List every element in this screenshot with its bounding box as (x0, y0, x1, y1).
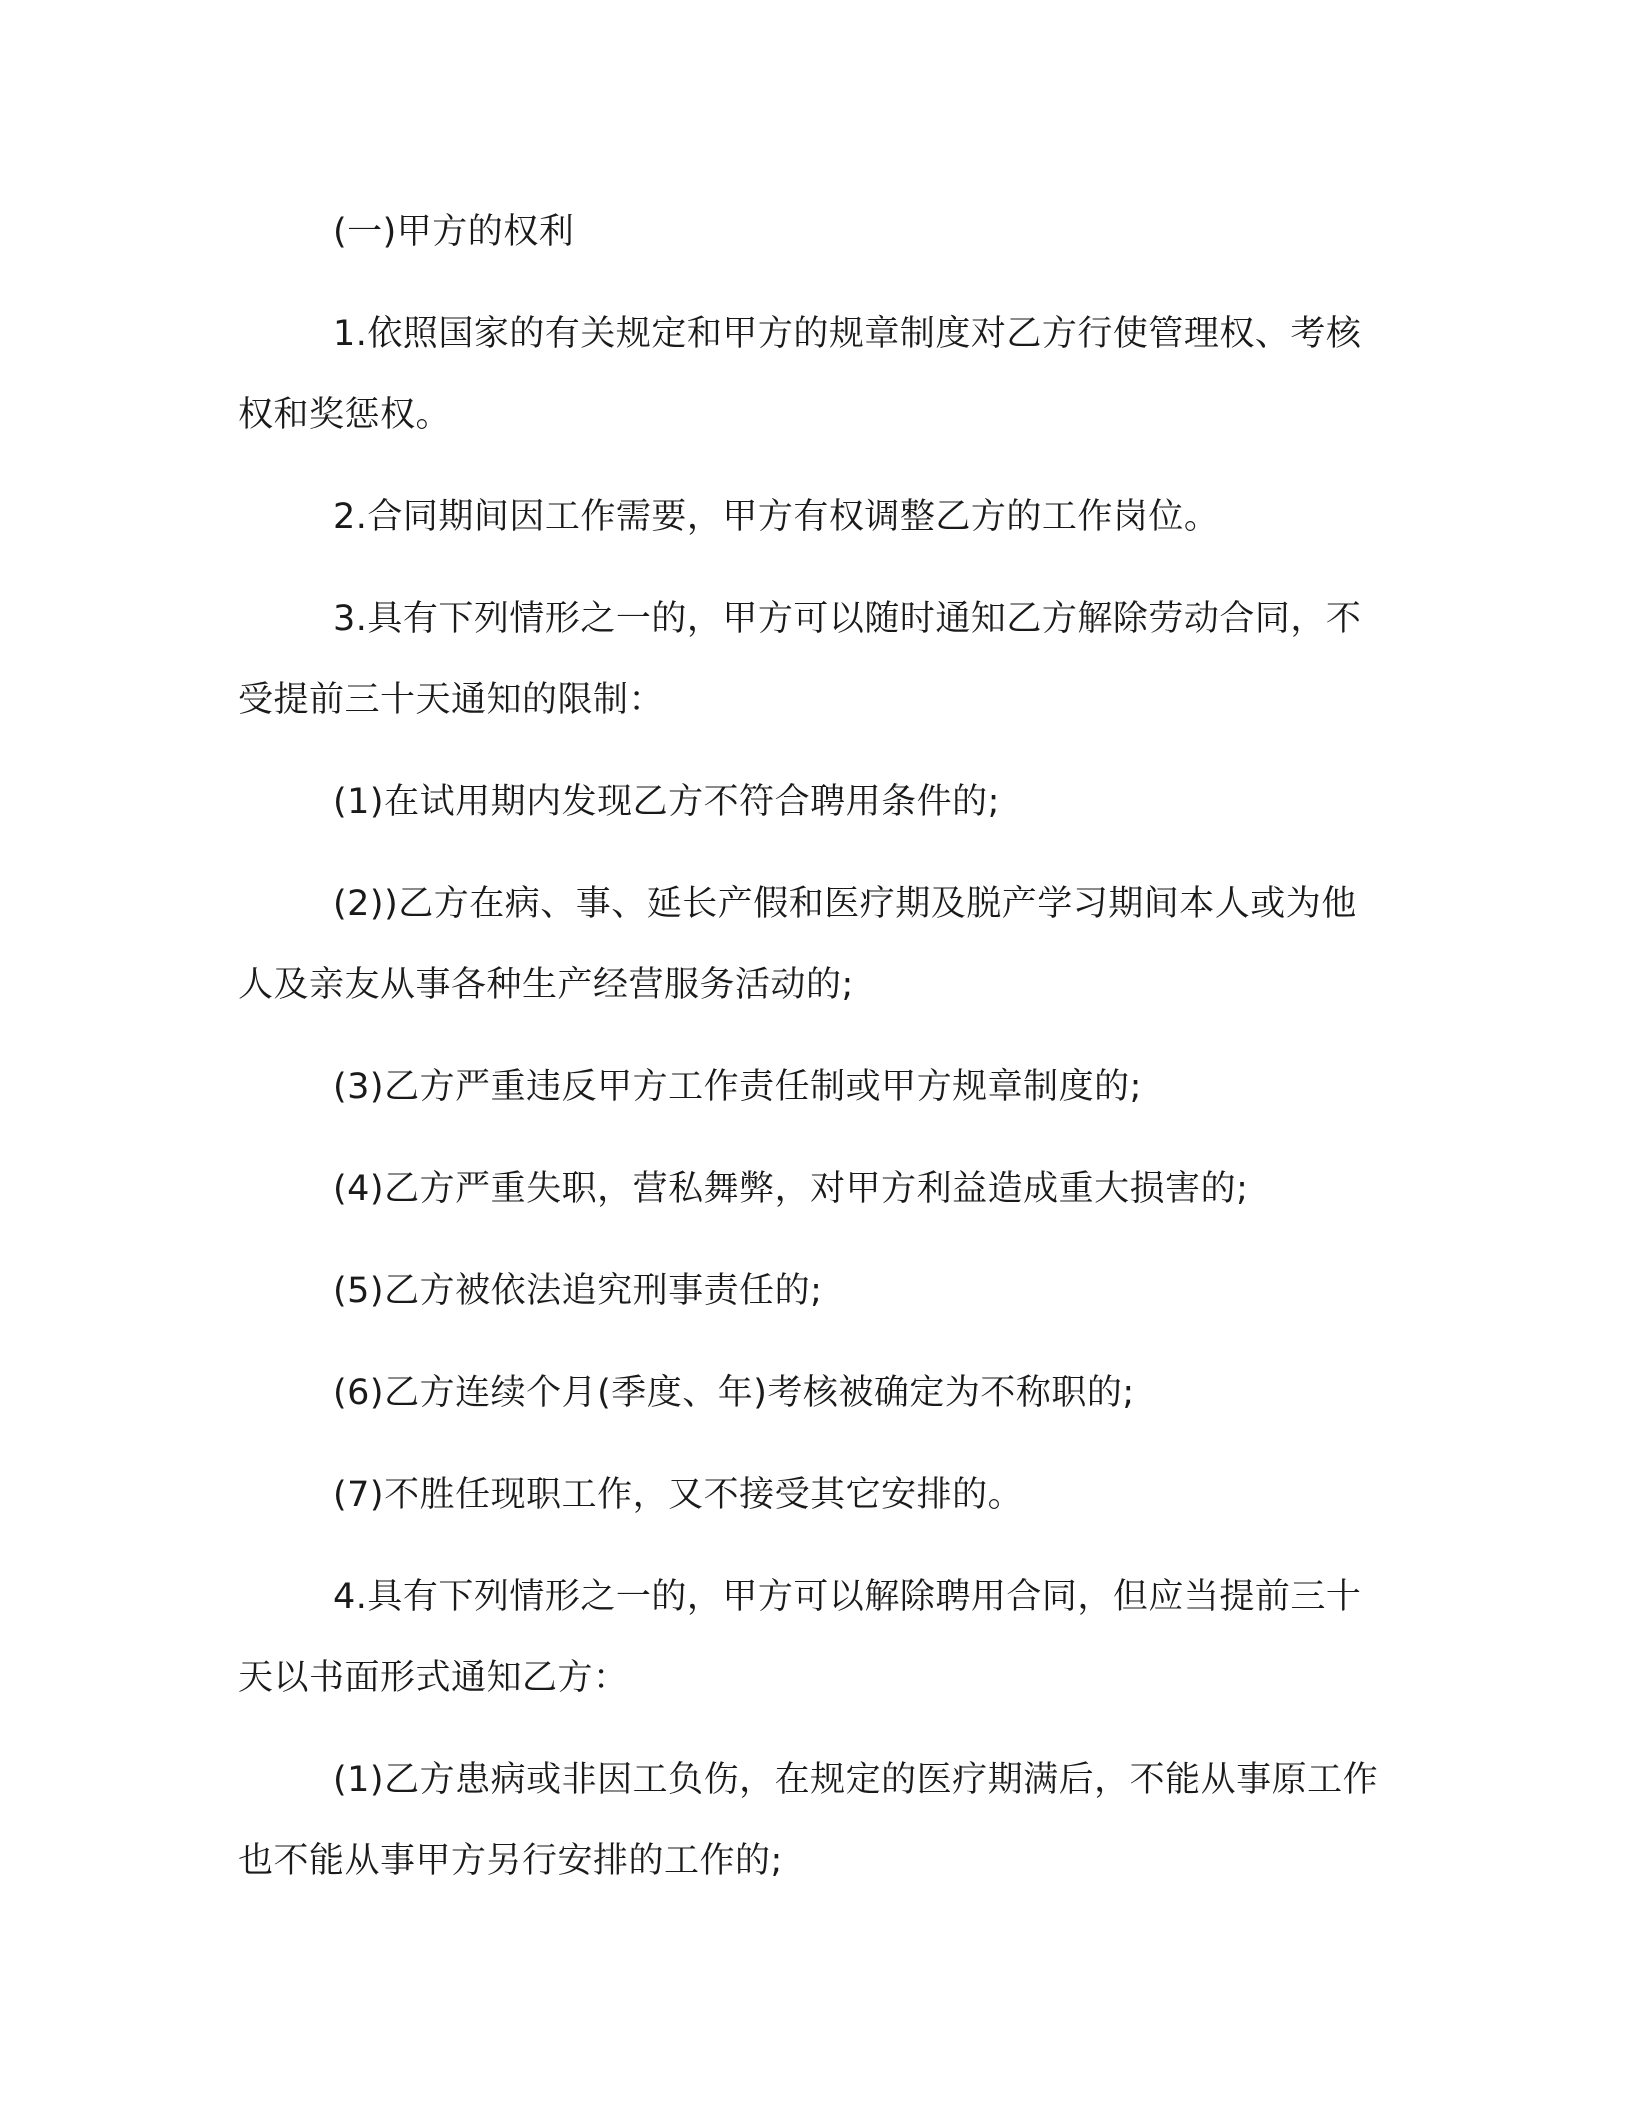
paragraph-3-item-7: (7)不胜任现职工作，又不接受其它安排的。 (333, 1475, 1024, 1515)
paragraph-1: 1.依照国家的有关规定和甲方的规章制度对乙方行使管理权、考核权和奖惩权。 (238, 314, 1362, 435)
paragraph-2: 2.合同期间因工作需要，甲方有权调整乙方的工作岗位。 (333, 497, 1220, 537)
document-body (238, 192, 1388, 1902)
section-heading: (一)甲方的权利 (333, 212, 575, 252)
paragraph-3-item-4: (4)乙方严重失职，营私舞弊，对甲方利益造成重大损害的; (333, 1169, 1249, 1209)
paragraph-4: 4.具有下列情形之一的，甲方可以解除聘用合同，但应当提前三十天以书面形式通知乙方： (238, 1577, 1362, 1698)
paragraph-4-item-1: (1)乙方患病或非因工负伤，在规定的医疗期满后，不能从事原工作也不能从事甲方另行安排的工作的; (238, 1760, 1379, 1881)
paragraph-3-item-2: (2))乙方在病、事、延长产假和医疗期及脱产学习期间本人或为他人及亲友从事各种生产经营服务活动的; (238, 884, 1357, 1005)
paragraph-3-item-1: (1)在试用期内发现乙方不符合聘用条件的; (333, 782, 1000, 822)
paragraph-3-item-6: (6)乙方连续个月(季度、年)考核被确定为不称职的; (333, 1373, 1135, 1413)
paragraph-3-item-5: (5)乙方被依法追究刑事责任的; (333, 1271, 823, 1311)
paragraph-3: 3.具有下列情形之一的，甲方可以随时通知乙方解除劳动合同，不受提前三十天通知的限制： (238, 599, 1362, 720)
paragraph-3-item-3: (3)乙方严重违反甲方工作责任制或甲方规章制度的; (333, 1067, 1142, 1107)
